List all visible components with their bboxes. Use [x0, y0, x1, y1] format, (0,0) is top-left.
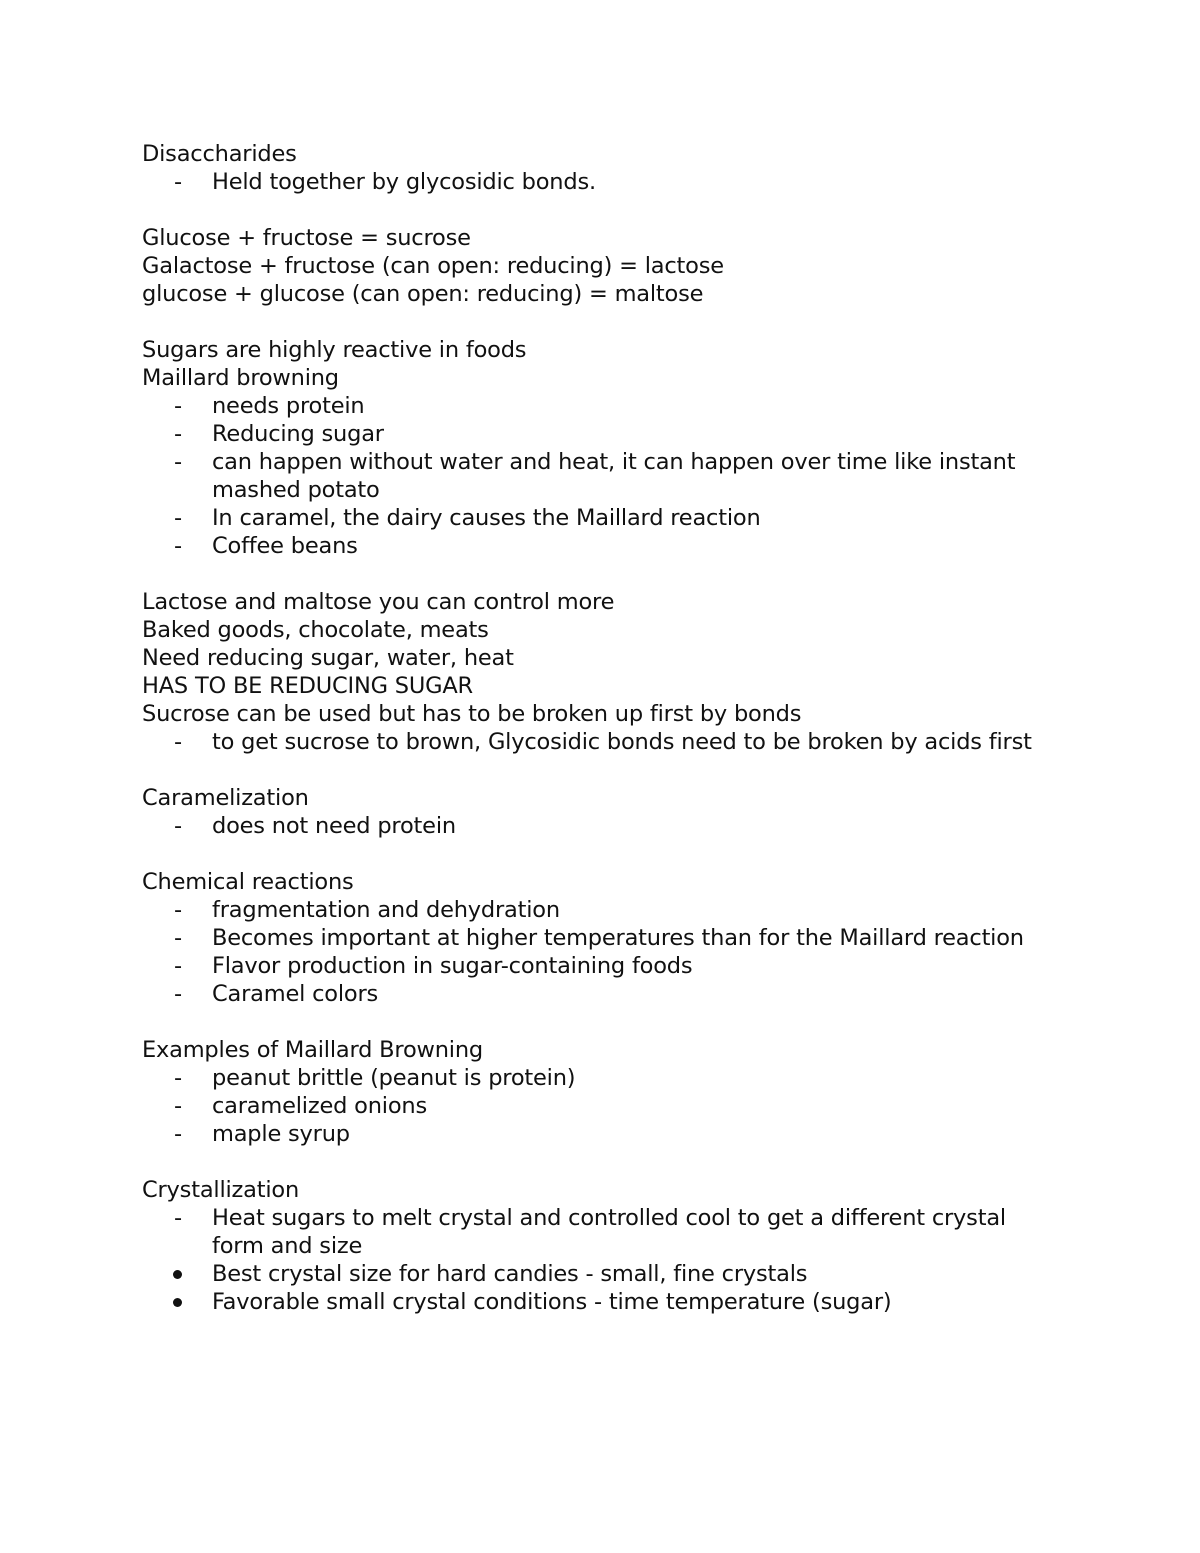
- dash-marker: -: [174, 729, 182, 755]
- dash-marker: -: [174, 449, 182, 475]
- dash-marker: -: [174, 953, 182, 979]
- dash-marker: -: [174, 1065, 182, 1091]
- caramelization-list: [142, 812, 1042, 840]
- dash-marker: -: [174, 421, 182, 447]
- list-item: - can happen without water and heat, it can happen over time like instant mashed potato: [174, 449, 1016, 503]
- list-item: - Reducing sugar: [174, 421, 384, 447]
- bullet-dot-icon: [173, 1298, 182, 1307]
- list-item: - peanut brittle (peanut is protein): [174, 1065, 576, 1091]
- heading-maillard-browning: Maillard browning: [142, 365, 339, 391]
- list-item: - Becomes important at higher temperatures than for the Maillard reaction: [174, 925, 1024, 951]
- disaccharides-list: [142, 168, 1042, 196]
- list-item: - fragmentation and dehydration: [174, 897, 560, 923]
- heading-examples-maillard: Examples of Maillard Browning: [142, 1037, 483, 1063]
- dash-marker: -: [174, 1121, 182, 1147]
- heading-crystallization: Crystallization: [142, 1177, 300, 1203]
- dash-marker: -: [174, 169, 182, 195]
- dash-marker: -: [174, 925, 182, 951]
- list-item: Best crystal size for hard candies - small, fine crystals: [142, 1260, 1042, 1288]
- list-item: - In caramel, the dairy causes the Maillard reaction: [174, 505, 761, 531]
- dash-marker: -: [174, 813, 182, 839]
- list-item: - Coffee beans: [174, 533, 358, 559]
- sucrose-list: [142, 728, 1042, 756]
- text-line: Galactose + fructose (can open: reducing) = lactose: [142, 253, 724, 279]
- list-item: - needs protein: [174, 393, 365, 419]
- text-line: Lactose and maltose you can control more: [142, 589, 615, 615]
- text-line: Sucrose can be used but has to be broken up first by bonds: [142, 701, 802, 727]
- list-item: - caramelized onions: [174, 1093, 427, 1119]
- dash-marker: -: [174, 981, 182, 1007]
- text-line: Baked goods, chocolate, meats: [142, 617, 489, 643]
- chemical-reactions-list: [142, 896, 1042, 1008]
- examples-list: [142, 1064, 1042, 1148]
- list-item: - Heat sugars to melt crystal and controlled cool to get a different crystal form and size: [174, 1205, 1006, 1259]
- text-line: HAS TO BE REDUCING SUGAR: [142, 673, 473, 699]
- dash-marker: -: [174, 533, 182, 559]
- crystallization-list: [142, 1204, 1042, 1316]
- heading-caramelization: Caramelization: [142, 785, 309, 811]
- text-line: Sugars are highly reactive in foods: [142, 337, 527, 363]
- list-item: Favorable small crystal conditions - time temperature (sugar): [142, 1288, 1042, 1316]
- document-page: [142, 140, 1042, 1316]
- text-line: Glucose + fructose = sucrose: [142, 225, 471, 251]
- text-line: Need reducing sugar, water, heat: [142, 645, 514, 671]
- dash-marker: -: [174, 393, 182, 419]
- list-item: - Flavor production in sugar-containing foods: [174, 953, 693, 979]
- maillard-list: [142, 392, 1042, 560]
- list-item: - Caramel colors: [174, 981, 379, 1007]
- heading-chemical-reactions: Chemical reactions: [142, 869, 354, 895]
- list-item: - to get sucrose to brown, Glycosidic bonds need to be broken by acids first: [174, 729, 1032, 755]
- list-item: - Held together by glycosidic bonds.: [174, 169, 596, 195]
- dash-marker: -: [174, 897, 182, 923]
- heading-disaccharides: Disaccharides: [142, 141, 297, 167]
- text-line: glucose + glucose (can open: reducing) = maltose: [142, 281, 704, 307]
- dash-marker: -: [174, 1093, 182, 1119]
- dash-marker: -: [174, 505, 182, 531]
- list-item: - does not need protein: [174, 813, 456, 839]
- bullet-dot-icon: [173, 1270, 182, 1279]
- dash-marker: -: [174, 1205, 182, 1231]
- list-item: - maple syrup: [174, 1121, 350, 1147]
